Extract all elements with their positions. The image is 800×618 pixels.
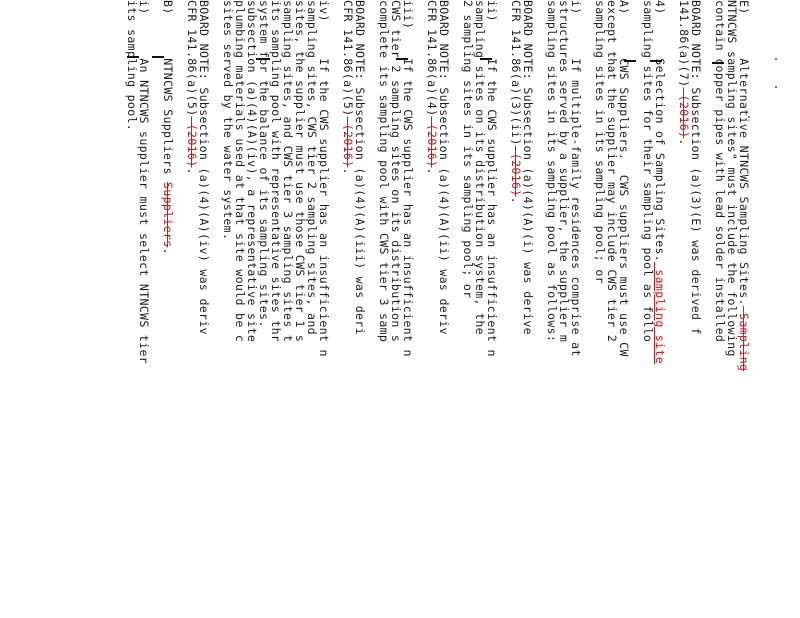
text-line — [342, 0, 354, 175]
line-text: CFR 141.86(a)(4) — [425, 0, 439, 117]
struck-text: (2016) — [425, 116, 439, 168]
text-line — [270, 0, 282, 342]
line-text: structures served by a supplier, the supplier m — [557, 0, 571, 343]
text-line — [138, 0, 150, 364]
line-text: sampling sites, CWS tier 2 sampling sites, and — [305, 0, 319, 335]
line-text: 4) Selection of Sampling Sites. — [653, 0, 667, 263]
struck-text: Sampling — [737, 305, 751, 372]
text-line — [654, 0, 666, 364]
line-text: CWS tier 2 sampling sites on its distribution s — [389, 0, 403, 343]
text-line — [186, 0, 198, 175]
text-line — [522, 0, 534, 335]
line-text: E) Alternative NTNCWS Sampling Sites. — [737, 0, 751, 306]
text-line — [126, 0, 138, 131]
line-text: its sampling pool with representative sites thr — [269, 0, 283, 343]
line-text: sites, the supplier must use those CWS tier 1 s — [293, 0, 307, 343]
struck-text: (2016) — [677, 87, 691, 139]
text-line — [426, 0, 438, 175]
inserted-text: sampling site — [653, 262, 667, 365]
line-text: i) If multiple-family residences comprise at — [569, 0, 583, 357]
text-line — [258, 0, 270, 328]
text-line — [402, 0, 414, 357]
text-line — [546, 0, 558, 342]
line-text: . — [509, 196, 523, 204]
line-text: sampling sites for their sampling pool as follo — [641, 0, 655, 343]
line-text: iii) If the CWS supplier has an insufficient n — [401, 0, 415, 357]
text-line — [738, 0, 750, 371]
line-text: BOARD NOTE: Subsection (a)(3)(E) was derived f — [689, 0, 703, 335]
text-line — [378, 0, 390, 342]
line-text: ii) If the CWS supplier has an insufficient n — [485, 0, 499, 357]
line-text: A) CWS Suppliers. CWS suppliers must use CW — [617, 0, 631, 357]
text-line — [642, 0, 654, 342]
line-text: CFR 141.86(a)(3)(ii) — [509, 0, 523, 146]
line-text: sampling sites in its sampling pool as follows: — [545, 0, 559, 343]
text-line — [594, 0, 606, 284]
text-line — [162, 0, 174, 255]
line-text: BOARD NOTE: Subsection (a)(4)(A)(iii) was deri — [353, 0, 367, 335]
text-line — [510, 0, 522, 204]
line-text: . — [185, 167, 199, 175]
text-line — [294, 0, 306, 342]
struck-text: Suppliers — [161, 182, 175, 248]
line-text: BOARD NOTE: Subsection (a)(4)(A)(ii) was deriv — [437, 0, 451, 335]
line-text: sampling sites, and CWS tier 3 sampling sites t — [281, 0, 295, 343]
text-line — [390, 0, 402, 342]
line-text: system for the balance of its sampling sites. — [257, 0, 271, 328]
line-text: sampling sites on its distribution system, the — [473, 0, 487, 335]
line-text: B) NTNCWS Suppliers — [161, 0, 175, 183]
text-line — [438, 0, 450, 335]
line-text: CFR 141.86(a)(5) — [341, 0, 355, 117]
text-line — [222, 0, 234, 240]
text-line — [234, 0, 246, 342]
text-line — [198, 0, 210, 335]
line-text: its sampling pool. — [125, 0, 139, 132]
line-text: sampling sites in its sampling pool; or — [593, 0, 607, 284]
text-line — [282, 0, 294, 342]
line-text: plumbing materials used at that site would be c — [233, 0, 247, 343]
line-text: BOARD NOTE: Subsection (a)(4)(A)(i) was derive — [521, 0, 535, 335]
text-line — [570, 0, 582, 357]
text-line — [486, 0, 498, 357]
text-line — [354, 0, 366, 335]
line-text: NTNCWS sampling sites" must include the following — [725, 0, 739, 357]
line-text: . — [425, 167, 439, 175]
text-line — [690, 0, 702, 335]
text-line — [474, 0, 486, 335]
line-text: CFR 141.86(a)(5) — [185, 0, 199, 117]
struck-text: (2016) — [185, 116, 199, 168]
line-text: sites served by the water system. — [221, 0, 235, 241]
struck-text: (2016) — [341, 116, 355, 168]
text-line — [462, 0, 474, 298]
line-text: 141.86(a)(7) — [677, 0, 691, 88]
line-text: i) An NTNCWS supplier must select NTNCWS tier — [137, 0, 151, 365]
text-line — [618, 0, 630, 357]
line-text: . — [161, 247, 175, 255]
line-text: BOARD NOTE: Subsection (a)(4)(A)(iv) was deriv — [197, 0, 211, 335]
text-line — [318, 0, 330, 357]
line-text: . — [677, 138, 691, 146]
text-line — [558, 0, 570, 342]
line-text: 2 sampling sites in its sampling pool; or — [461, 0, 475, 299]
text-line — [606, 0, 618, 342]
text-line — [714, 0, 726, 342]
text-line — [726, 0, 738, 357]
line-text: complete its sampling pool with CWS tier 3 samp — [377, 0, 391, 343]
text-line — [678, 0, 690, 146]
line-text: . — [341, 167, 355, 175]
line-text: except that the supplier may include CWS tier 2 — [605, 0, 619, 343]
text-line — [246, 0, 258, 342]
line-text: iv) If the CWS supplier has an insufficient n — [317, 0, 331, 357]
line-text: subsection (a)(4)(A)(iv), a representative site — [245, 0, 259, 343]
line-text: contain copper pipes with lead solder installed — [713, 0, 727, 343]
struck-text: (2016) — [509, 145, 523, 197]
text-line — [306, 0, 318, 335]
